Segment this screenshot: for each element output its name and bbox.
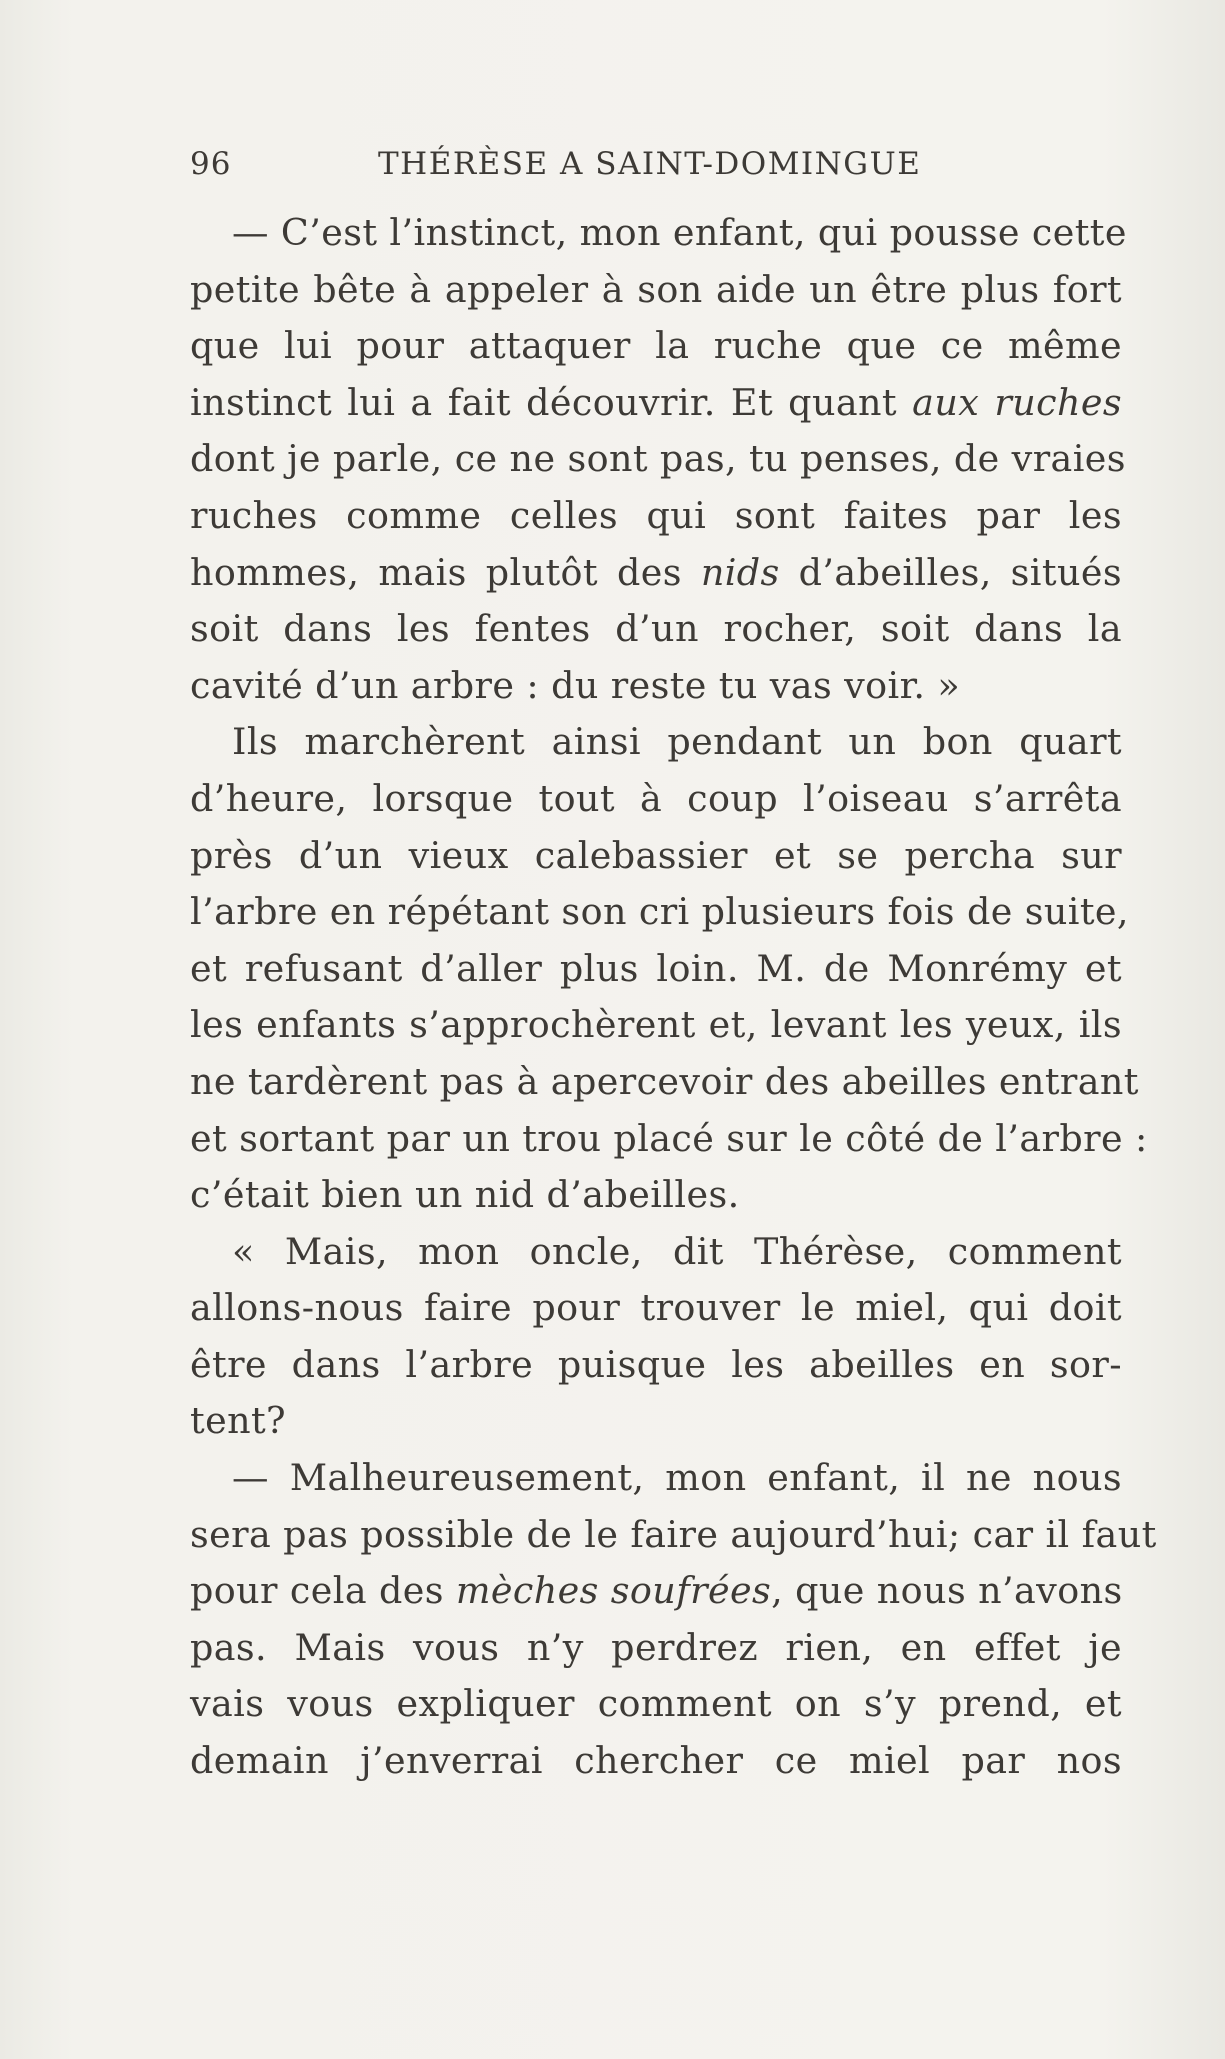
text-line: et refusant d’aller plus loin. M. de Monrémy et	[190, 946, 1122, 990]
text-line: allons-nous faire pour trouver le miel, qui doit	[190, 1286, 1122, 1330]
page-header	[190, 140, 1120, 190]
text-line: c’était bien un nid d’abeilles.	[190, 1173, 740, 1217]
text-line: — C’est l’instinct, mon enfant, qui pousse cette	[232, 211, 1127, 254]
text-line: dont je parle, ce ne sont pas, tu penses, de vraies	[190, 437, 1126, 481]
text-line: cavité d’un arbre : du reste tu vas voir. »	[190, 663, 961, 707]
text-line: sera pas possible de le faire aujourd’hui; car il faut	[190, 1512, 1157, 1556]
text-line: l’arbre en répétant son cri plusieurs fois de suite,	[190, 890, 1129, 934]
text-line: « Mais, mon oncle, dit Thérèse, comment	[232, 1229, 1122, 1273]
text-line: et sortant par un trou placé sur le côté de l’arbre :	[190, 1116, 1148, 1160]
text-line: près d’un vieux calebassier et se percha sur	[190, 833, 1122, 877]
text-line: pas. Mais vous n’y perdrez rien, en effet je	[190, 1625, 1122, 1669]
text-line: pour cela des mèches soufrées, que nous n’avons	[190, 1569, 1123, 1613]
page-number: 96	[190, 146, 232, 182]
text-line: vais vous expliquer comment on s’y prend, et	[190, 1682, 1122, 1726]
text-line: ne tardèrent pas à apercevoir des abeilles entrant	[190, 1059, 1139, 1103]
text-line: Ils marchèrent ainsi pendant un bon quart	[232, 720, 1122, 764]
text-line: — Malheureusement, mon enfant, il ne nous	[232, 1456, 1122, 1500]
body-text	[190, 205, 1157, 1790]
text-line: ruches comme celles qui sont faites par les	[190, 493, 1122, 537]
text-line: d’heure, lorsque tout à coup l’oiseau s’arrêta	[190, 776, 1122, 820]
text-line: soit dans les fentes d’un rocher, soit dans la	[190, 607, 1122, 651]
text-line: tent?	[190, 1399, 287, 1443]
text-line: petite bête à appeler à son aide un être plus fort	[190, 267, 1122, 311]
text-line: demain j’enverrai chercher ce miel par nos	[190, 1739, 1122, 1783]
text-line: instinct lui a fait découvrir. Et quant aux ruches	[190, 380, 1122, 424]
text-line: être dans l’arbre puisque les abeilles en sor-	[190, 1342, 1122, 1386]
running-title: THÉRÈSE A SAINT-DOMINGUE	[378, 146, 922, 182]
text-line: hommes, mais plutôt des nids d’abeilles, situés	[190, 550, 1122, 594]
text-line: les enfants s’approchèrent et, levant les yeux, ils	[190, 1003, 1122, 1047]
text-line: que lui pour attaquer la ruche que ce même	[190, 324, 1122, 368]
